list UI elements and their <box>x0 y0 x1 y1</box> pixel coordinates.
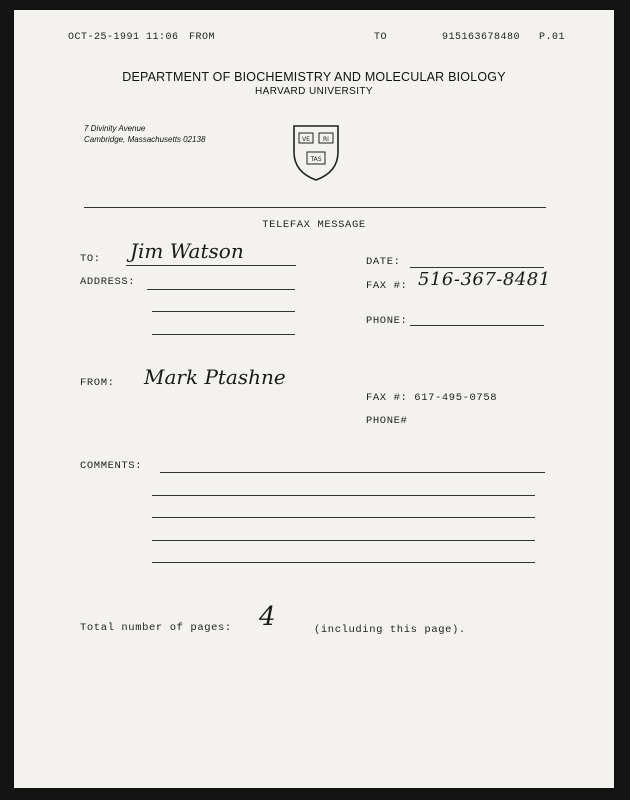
fax-page: P.01 <box>539 32 566 43</box>
pages-note: (including this page). <box>314 624 466 636</box>
from-label: FROM: <box>80 377 115 389</box>
address-line-2: Cambridge, Massachusetts 02138 <box>84 135 206 144</box>
address-label: ADDRESS: <box>80 276 136 288</box>
from-fax: FAX #: 617-495-0758 <box>366 392 498 404</box>
to-label: TO: <box>80 253 101 265</box>
comments-line-3 <box>152 517 535 518</box>
pages-value: 4 <box>259 602 276 632</box>
fax-datetime: OCT-25-1991 11:06 <box>68 32 179 43</box>
date-label: DATE: <box>366 256 401 268</box>
comments-line-4 <box>152 540 535 541</box>
pages-label: Total number of pages: <box>80 622 232 634</box>
harvard-shield-logo <box>292 124 340 182</box>
comments-line-1 <box>160 472 545 473</box>
fax-number: 915163678480 <box>442 32 521 43</box>
comments-line-2 <box>152 495 535 496</box>
from-value: Mark Ptashne <box>144 365 286 389</box>
university-name: HARVARD UNIVERSITY <box>255 86 373 97</box>
phone-label: PHONE: <box>366 315 408 327</box>
address-line-c <box>152 334 295 335</box>
fax-from-label: FROM <box>189 32 216 43</box>
fax-sheet <box>14 10 614 788</box>
svg-text:TAS: TAS <box>310 156 322 163</box>
from-phone-label: PHONE# <box>366 415 408 427</box>
svg-text:VE: VE <box>302 136 310 143</box>
svg-text:RI: RI <box>323 136 329 143</box>
department-title: DEPARTMENT OF BIOCHEMISTRY AND MOLECULAR BIOLOGY <box>122 70 506 84</box>
comments-line-5 <box>152 562 535 563</box>
form-title: TELEFAX MESSAGE <box>262 219 366 231</box>
address-line-b <box>152 311 295 312</box>
fax-label: FAX #: <box>366 280 408 292</box>
header-divider <box>84 207 546 208</box>
fax-to-label: TO <box>374 32 388 43</box>
comments-label: COMMENTS: <box>80 460 143 472</box>
to-value: Jim Watson <box>130 239 244 263</box>
to-line <box>126 265 296 266</box>
date-line <box>410 267 544 268</box>
address-line-a <box>147 289 295 290</box>
address-line-1: 7 Divinity Avenue <box>84 124 146 133</box>
fax-value: 516-367-8481 <box>418 269 551 290</box>
phone-line <box>410 325 544 326</box>
